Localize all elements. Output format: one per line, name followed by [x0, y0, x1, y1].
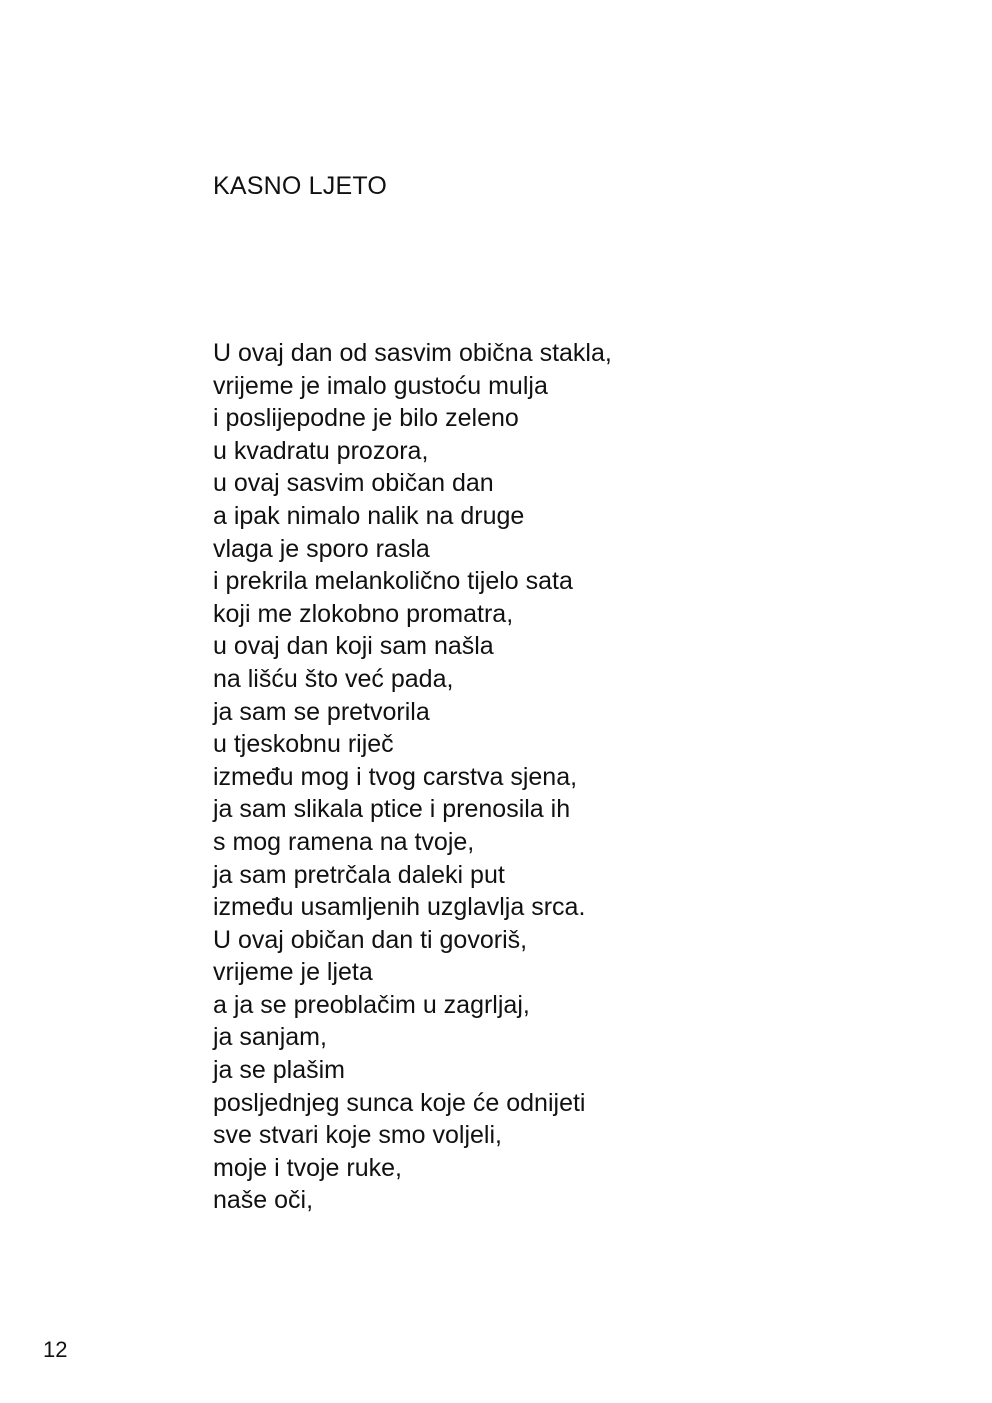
poem-line: vrijeme je ljeta [213, 958, 373, 987]
poem-line: ja sam se pretvorila [213, 697, 430, 726]
poem-line: između usamljenih uzglavlja srca. [213, 893, 586, 922]
page-number: 12 [43, 1337, 68, 1362]
poem-line: u ovaj dan koji sam našla [213, 632, 494, 661]
poem-line: ja se plašim [213, 1056, 345, 1085]
page-title: KASNO LJETO [213, 172, 388, 200]
poem-line: između mog i tvog carstva sjena, [213, 762, 578, 791]
poem-line: a ipak nimalo nalik na druge [213, 501, 525, 530]
poem-line: ja sam slikala ptice i prenosila ih [213, 795, 571, 824]
poem-line: moje i tvoje ruke, [213, 1153, 402, 1182]
poem-line: u ovaj sasvim običan dan [213, 469, 494, 498]
poem-line: ja sam pretrčala daleki put [213, 860, 505, 889]
poem-line: U ovaj običan dan ti govoriš, [213, 925, 528, 954]
poem-body [213, 337, 612, 1217]
poem-line: sve stvari koje smo voljeli, [213, 1121, 502, 1150]
poem-line: vrijeme je imalo gustoću mulja [213, 371, 548, 400]
poem-line: U ovaj dan od sasvim obična stakla, [213, 339, 612, 367]
poem-line: posljednjeg sunca koje će odnijeti [213, 1088, 586, 1117]
poem-line: u kvadratu prozora, [213, 436, 429, 465]
poem-line: naše oči, [213, 1186, 314, 1215]
poem-line: i prekrila melankolično tijelo sata [213, 567, 573, 596]
poem-line: i poslijepodne je bilo zeleno [213, 404, 519, 433]
poem-line: s mog ramena na tvoje, [213, 827, 475, 856]
poem-line: koji me zlokobno promatra, [213, 599, 514, 628]
poem-line: a ja se preoblačim u zagrljaj, [213, 990, 530, 1019]
poem-line: vlaga je sporo rasla [213, 534, 430, 563]
poem-line: na lišću što već pada, [213, 664, 454, 693]
poem-line: u tjeskobnu riječ [213, 730, 394, 759]
poem-line: ja sanjam, [213, 1023, 327, 1052]
